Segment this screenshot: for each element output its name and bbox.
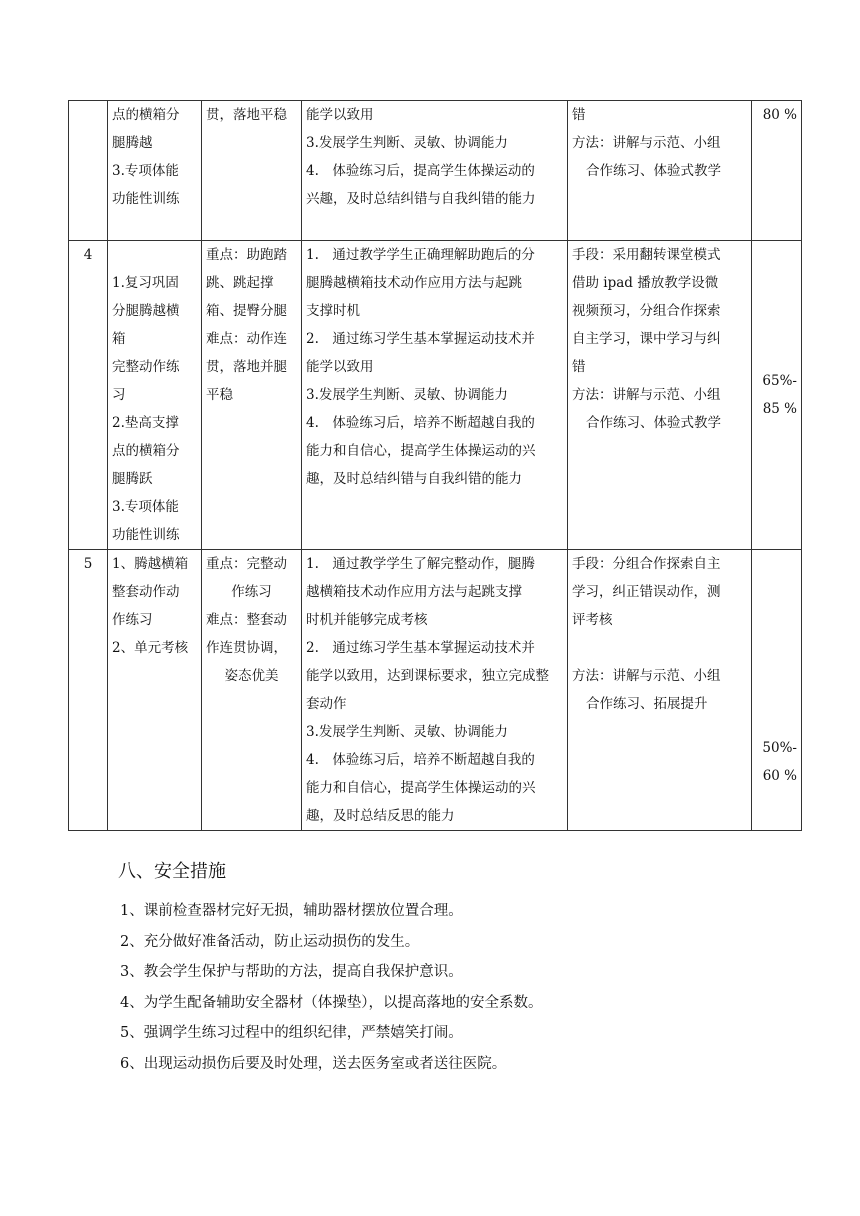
- teaching-goals-cell: 1. 通过教学学生了解完整动作，腿腾 越横箱技术动作应用方法与起跳支撑 时机并能够完成考核 2. 通过练习学生基本掌握运动技术并 能学以致用，达到课标要求，独立完成整 套动作 3.发展学生判断、灵敏、协调能力 4. 体验练习后，培养不断超越自我的 能力和自信心，提高学生体操运动的兴 趣，及时总结反思的能力: [302, 550, 568, 831]
- teaching-methods-cell: 手段：采用翻转课堂模式 借助 ipad 播放教学设微 视频预习，分组合作探索 自主学习，课中学习与纠 错 方法：讲解与示范、小组 合作练习、体验式教学: [568, 241, 752, 550]
- section-heading: 八、安全措施: [118, 861, 226, 882]
- lesson-content-cell: 1、腾越横箱 整套动作动 作练习 2、单元考核: [108, 550, 202, 831]
- lesson-number-cell: 4: [69, 241, 108, 550]
- safety-measures-list: [120, 896, 542, 1079]
- list-item: 6、出现运动损伤后要及时处理，送去医务室或者送往医院。: [120, 1055, 507, 1072]
- lesson-plan-table: [68, 100, 802, 831]
- focus-difficulty-cell: 重点：助跑踏 跳、跳起撑 箱、提臀分腿 难点：动作连 贯，落地并腿 平稳: [202, 241, 302, 550]
- list-item: 4、为学生配备辅助安全器材（体操垫），以提高落地的安全系数。: [120, 994, 543, 1011]
- list-item: 3、教会学生保护与帮助的方法，提高自我保护意识。: [120, 964, 463, 980]
- target-percentage-cell: 80 %: [752, 101, 802, 241]
- focus-difficulty-cell: 重点：完整动 作练习 难点：整套动 作连贯协调， 姿态优美: [202, 550, 302, 831]
- lesson-number-cell: [69, 101, 108, 241]
- table-row: [69, 101, 802, 241]
- list-item: 2、充分做好准备活动，防止运动损伤的发生。: [120, 933, 420, 950]
- teaching-goals-cell: 能学以致用 3.发展学生判断、灵敏、协调能力 4. 体验练习后，提高学生体操运动的 兴趣，及时总结纠错与自我纠错的能力: [302, 101, 568, 241]
- target-percentage-cell: 50%- 60 %: [752, 550, 802, 831]
- list-item: 1、课前检查器材完好无损，辅助器材摆放位置合理。: [120, 903, 463, 919]
- teaching-methods-cell: 错 方法：讲解与示范、小组 合作练习、体验式教学: [568, 101, 752, 241]
- teaching-methods-cell: 手段：分组合作探索自主 学习，纠正错误动作，测 评考核 方法：讲解与示范、小组 合作练习、拓展提升: [568, 550, 752, 831]
- focus-difficulty-cell: 贯，落地平稳: [202, 101, 302, 241]
- lesson-content-cell: 1.复习巩固 分腿腾越横 箱 完整动作练 习 2.垫高支撑 点的横箱分 腿腾跃 3.专项体能 功能性训练: [108, 241, 202, 550]
- list-item: 5、强调学生练习过程中的组织纪律，严禁嬉笑打闹。: [120, 1025, 463, 1041]
- lesson-number-cell: 5: [69, 550, 108, 831]
- lesson-content-cell: 点的横箱分 腿腾越 3.专项体能 功能性训练: [108, 101, 202, 241]
- table-row: [69, 241, 802, 550]
- target-percentage-cell: 65%- 85 %: [752, 241, 802, 550]
- teaching-goals-cell: 1. 通过教学学生正确理解助跑后的分 腿腾越横箱技术动作应用方法与起跳 支撑时机 2. 通过练习学生基本掌握运动技术并 能学以致用 3.发展学生判断、灵敏、协调能力 4. 体验练习后，培养不断超越自我的 能力和自信心，提高学生体操运动的兴 趣，及时总结纠错与自我纠错的能力: [302, 241, 568, 550]
- table-row: [69, 550, 802, 831]
